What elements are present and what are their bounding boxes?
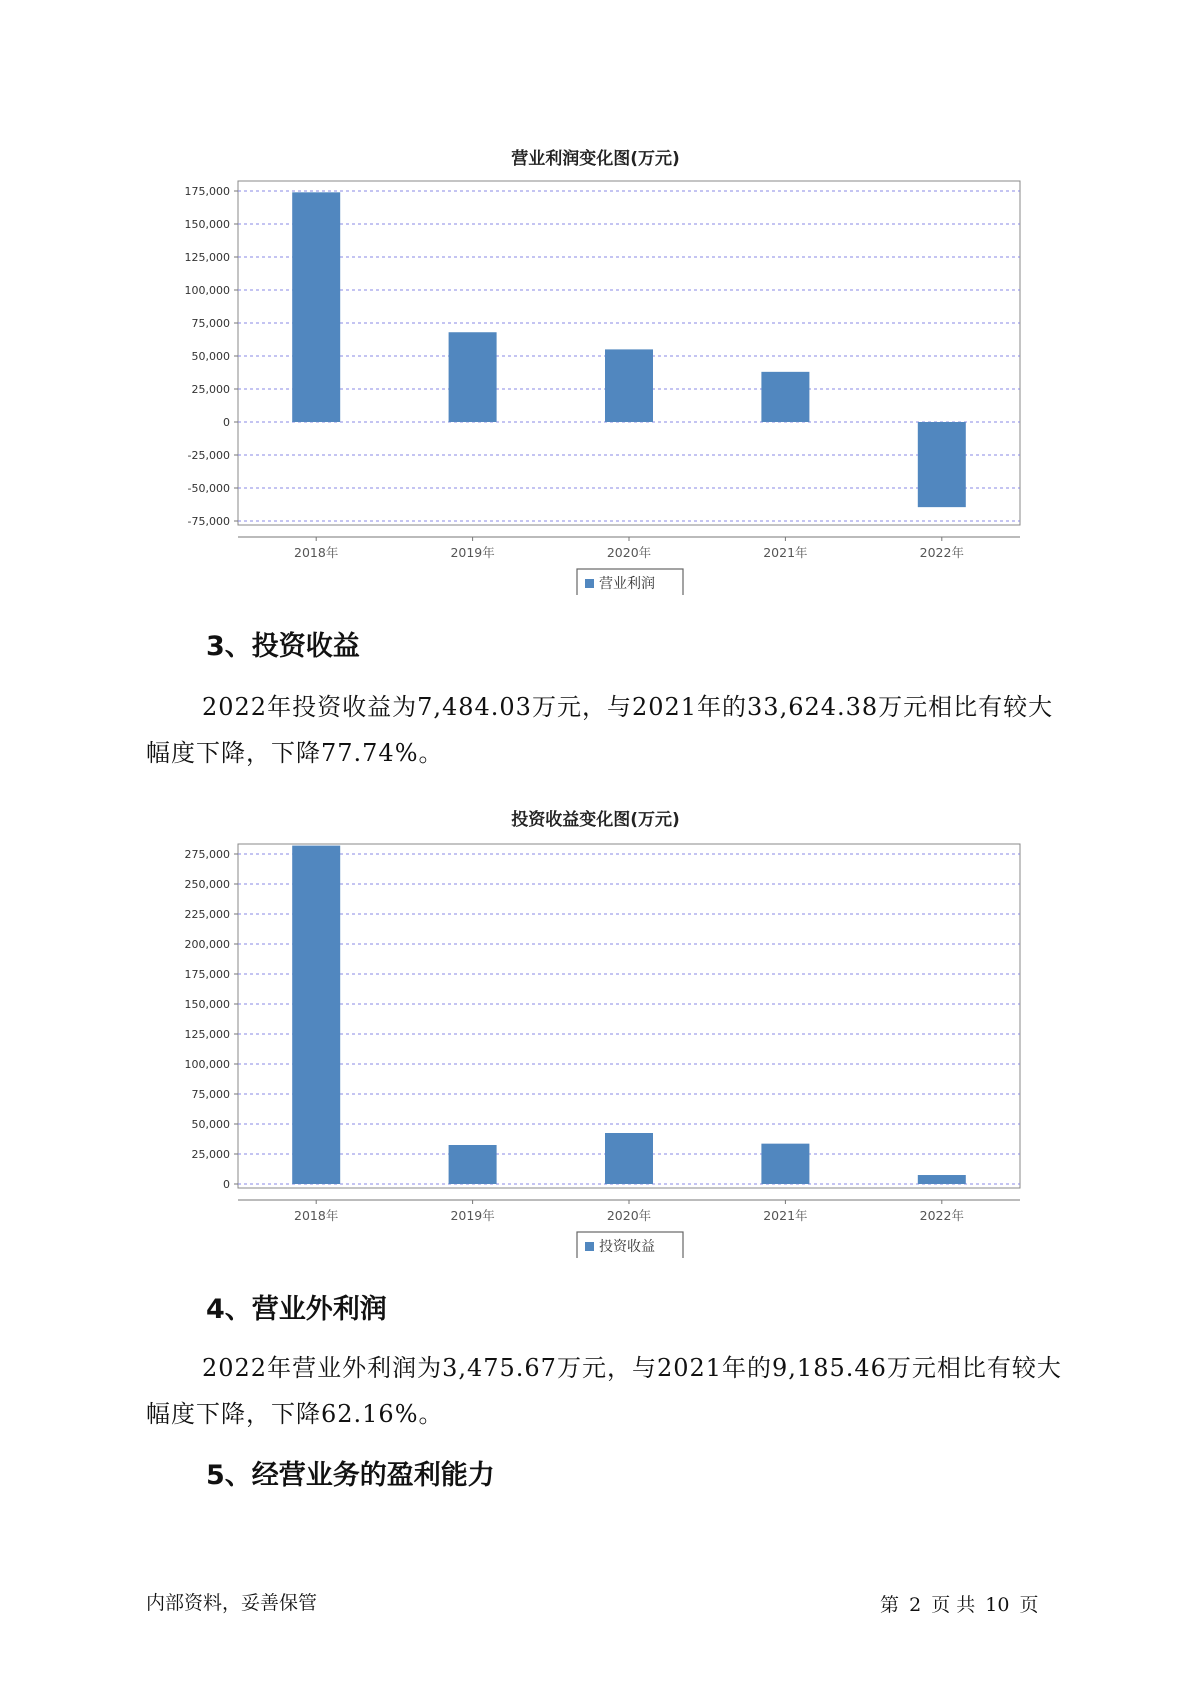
y-tick-label: 200,000: [184, 938, 230, 951]
bar-2020年: [605, 1133, 653, 1184]
y-tick-label: 175,000: [184, 968, 230, 981]
y-tick-label: 125,000: [184, 251, 230, 264]
y-tick-label: 225,000: [184, 908, 230, 921]
chart2-title: 投资收益变化图(万元): [511, 810, 680, 830]
page-mid: 页 共: [931, 1594, 976, 1616]
bar-2018年: [292, 192, 340, 422]
y-tick-label: 275,000: [184, 848, 230, 861]
y-tick-label: -75,000: [187, 515, 230, 528]
footer-page-number: [880, 1590, 1043, 1617]
bar-2018年: [292, 846, 340, 1184]
y-tick-label: -25,000: [187, 449, 230, 462]
bar-2022年: [918, 1175, 966, 1184]
x-tick-label: 2019年: [450, 1208, 495, 1223]
y-tick-label: 150,000: [184, 998, 230, 1011]
page-prefix: 第: [880, 1594, 900, 1616]
bar-2021年: [761, 372, 809, 422]
bar-2019年: [449, 332, 497, 422]
legend-swatch: [585, 579, 594, 588]
x-tick-label: 2018年: [294, 545, 339, 560]
legend-swatch: [585, 1242, 594, 1251]
x-tick-label: 2018年: [294, 1208, 339, 1223]
y-tick-label: 175,000: [184, 185, 230, 198]
x-tick-label: 2021年: [763, 1208, 808, 1223]
investment-income-chart: [150, 838, 1030, 1258]
x-tick-label: 2021年: [763, 545, 808, 560]
bar-2021年: [761, 1144, 809, 1184]
page-total: 10: [985, 1594, 1010, 1616]
footer-confidential-note: 内部资料，妥善保管: [146, 1592, 318, 1614]
y-tick-label: 50,000: [191, 1118, 230, 1131]
x-tick-label: 2020年: [606, 545, 652, 560]
chart1-title: 营业利润变化图(万元): [511, 149, 680, 169]
page-current: 2: [909, 1594, 922, 1616]
bar-2022年: [918, 422, 966, 507]
y-tick-label: 50,000: [191, 350, 230, 363]
y-tick-label: 0: [223, 1178, 230, 1191]
y-tick-label: 75,000: [191, 1088, 230, 1101]
x-tick-label: 2022年: [919, 545, 964, 560]
operating-profit-chart: [150, 175, 1030, 595]
section5-heading: 5、经营业务的盈利能力: [206, 1460, 495, 1491]
section4-heading: 4、营业外利润: [206, 1294, 387, 1325]
y-tick-label: 0: [223, 416, 230, 429]
x-tick-label: 2019年: [450, 545, 495, 560]
x-tick-label: 2020年: [606, 1208, 652, 1223]
x-tick-label: 2022年: [919, 1208, 964, 1223]
y-tick-label: 25,000: [191, 1148, 230, 1161]
legend-label: 投资收益: [599, 1239, 655, 1255]
y-tick-label: 75,000: [191, 317, 230, 330]
section4-paragraph: 2022年营业外利润为3,475.67万元，与2021年的9,185.46万元相比有较大幅度下降，下降62.16%。: [146, 1354, 1062, 1428]
y-tick-label: 125,000: [184, 1028, 230, 1041]
y-tick-label: 100,000: [184, 284, 230, 297]
y-tick-label: 25,000: [191, 383, 230, 396]
y-tick-label: -50,000: [187, 482, 230, 495]
y-tick-label: 250,000: [184, 878, 230, 891]
legend-label: 营业利润: [599, 576, 655, 592]
bar-2019年: [449, 1145, 497, 1184]
bar-2020年: [605, 349, 653, 422]
page-suffix: 页: [1019, 1594, 1039, 1616]
section3-paragraph: 2022年投资收益为7,484.03万元，与2021年的33,624.38万元相比有较大幅度下降，下降77.74%。: [146, 693, 1054, 767]
y-tick-label: 100,000: [184, 1058, 230, 1071]
y-tick-label: 150,000: [184, 218, 230, 231]
section3-heading: 3、投资收益: [206, 631, 360, 662]
